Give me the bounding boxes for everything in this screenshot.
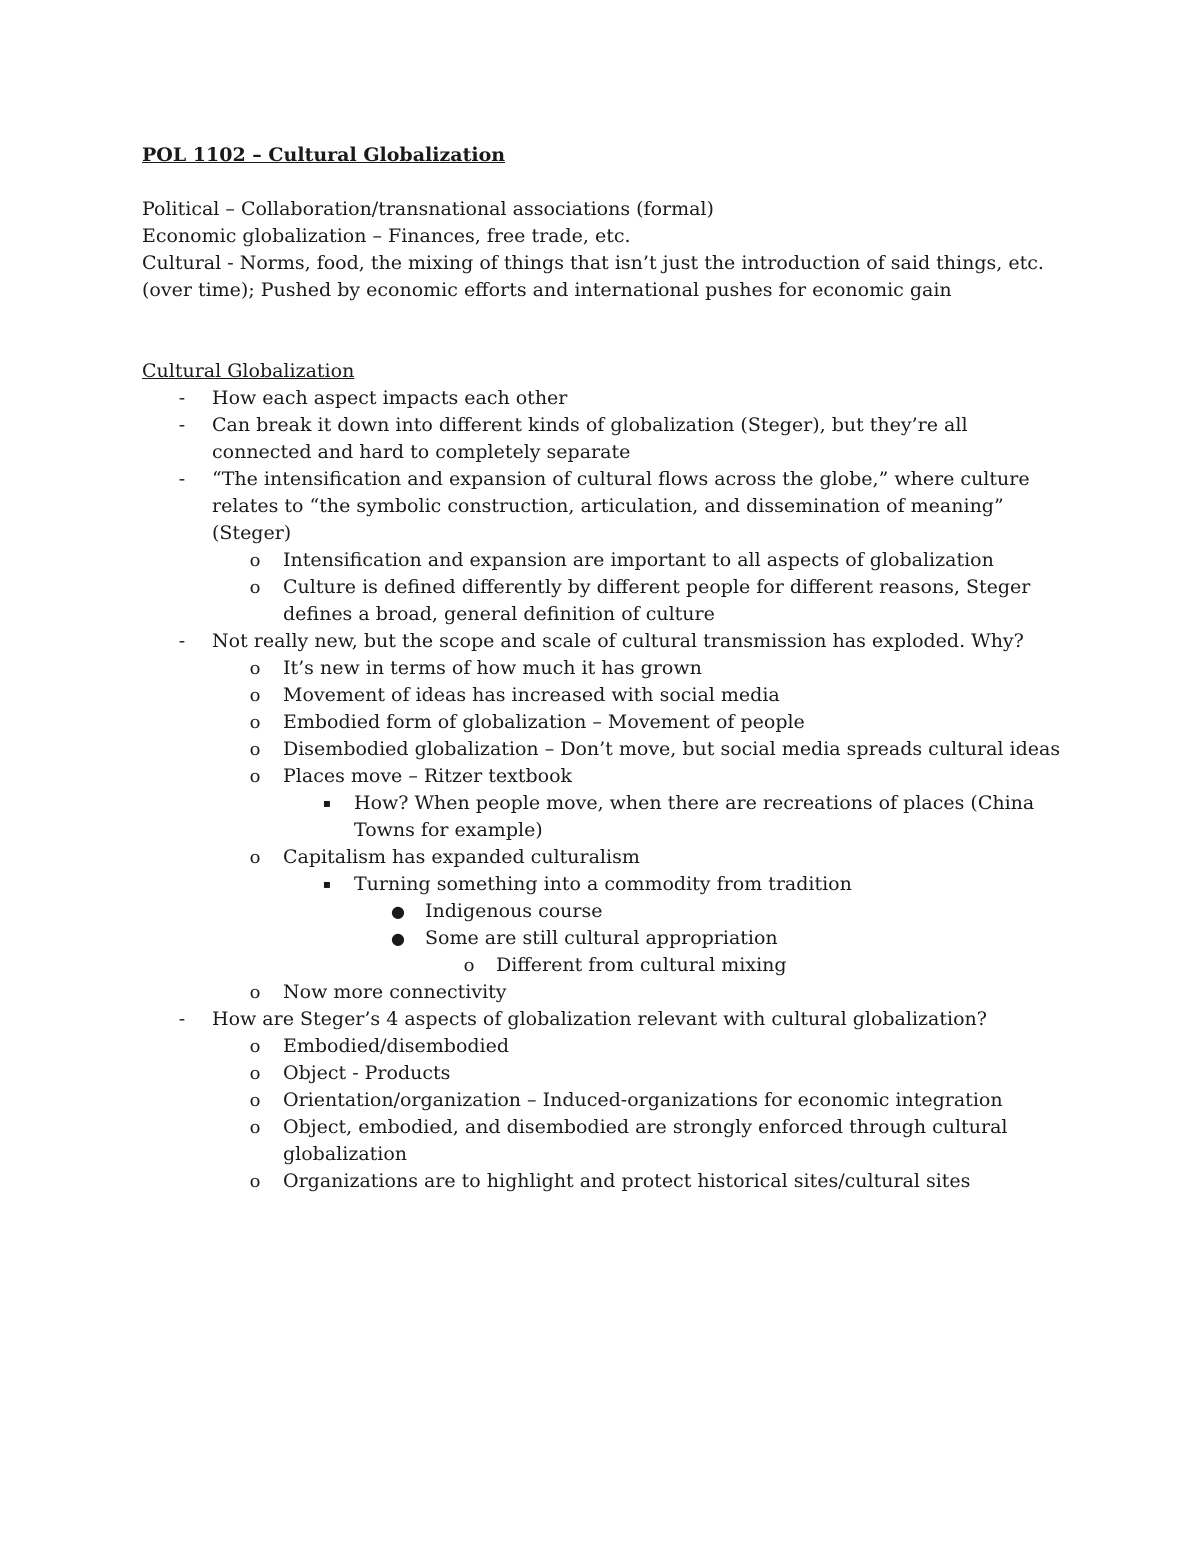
dash-bullet: - <box>178 1008 186 1030</box>
sub-list <box>283 790 1062 844</box>
list-item-text: How? When people move, when there are recreations of places (China Towns for example) <box>354 792 1035 841</box>
list-item <box>212 979 1062 1006</box>
list-item <box>142 412 1062 466</box>
sub-list <box>283 871 1062 979</box>
list-item-text: Intensification and expansion are important to all aspects of globalization <box>283 549 994 571</box>
list-item <box>212 655 1062 682</box>
circle-bullet: o <box>249 1090 261 1111</box>
sub-list <box>425 952 1062 979</box>
list-item <box>212 736 1062 763</box>
dot-bullet: ● <box>391 902 405 921</box>
list-item-text: How are Steger’s 4 aspects of globalization relevant with cultural globalization? <box>212 1008 987 1030</box>
dash-bullet: - <box>178 387 186 409</box>
square-bullet: ▪ <box>322 796 332 810</box>
section-heading: Cultural Globalization <box>142 360 355 382</box>
list-item-text: Now more connectivity <box>283 981 507 1003</box>
sub-list <box>212 1033 1062 1195</box>
list-item <box>354 925 1062 979</box>
sub-list <box>212 655 1062 1006</box>
list-item-text: Organizations are to highlight and protect historical sites/cultural sites <box>283 1170 971 1192</box>
list-item <box>354 898 1062 925</box>
sub-list <box>354 898 1062 979</box>
circle-bullet: o <box>249 550 261 571</box>
list-item <box>283 790 1062 844</box>
list-item-text: Object, embodied, and disembodied are strongly enforced through cultural globalization <box>283 1116 1008 1165</box>
list-item <box>212 547 1062 574</box>
intro-economic: Economic globalization – Finances, free trade, etc. <box>142 225 631 247</box>
list-item <box>142 385 1062 412</box>
intro-political: Political – Collaboration/transnational associations (formal) <box>142 198 714 220</box>
list-item <box>212 1060 1062 1087</box>
list-item-text: Capitalism has expanded culturalism <box>283 846 640 868</box>
list-item <box>142 466 1062 628</box>
list-item-text: Not really new, but the scope and scale of cultural transmission has exploded. Why? <box>212 630 1024 652</box>
list-item <box>212 709 1062 736</box>
list-item <box>212 1087 1062 1114</box>
square-bullet: ▪ <box>322 877 332 891</box>
circle-bullet: o <box>249 847 261 868</box>
circle-bullet: o <box>249 577 261 598</box>
circle-bullet: o <box>249 712 261 733</box>
list-item-text: Object - Products <box>283 1062 451 1084</box>
circle-bullet: o <box>249 766 261 787</box>
circle-bullet: o <box>249 685 261 706</box>
outline-list <box>142 385 1062 1195</box>
list-item-text: Disembodied globalization – Don’t move, but social media spreads cultural ideas <box>283 738 1061 760</box>
list-item <box>212 1168 1062 1195</box>
spacer <box>142 169 1062 196</box>
list-item <box>212 844 1062 979</box>
list-item-text: Places move – Ritzer textbook <box>283 765 573 787</box>
list-item <box>212 1033 1062 1060</box>
list-item-text: Some are still cultural appropriation <box>425 927 778 949</box>
circle-bullet: o <box>249 1117 261 1138</box>
list-item-text: Embodied/disembodied <box>283 1035 510 1057</box>
circle-bullet: o <box>249 1171 261 1192</box>
list-item-text: Different from cultural mixing <box>496 954 787 976</box>
circle-bullet: o <box>249 658 261 679</box>
list-item-text: Orientation/organization – Induced-organizations for economic integration <box>283 1089 1003 1111</box>
list-item <box>212 682 1062 709</box>
list-item-text: Indigenous course <box>425 900 603 922</box>
spacer <box>142 304 1062 358</box>
list-item-text: Embodied form of globalization – Movement of people <box>283 711 805 733</box>
list-item-text: “The intensification and expansion of cultural flows across the globe,” where culture relates to “the symbolic construction, articulation, and dissemination of meaning” (Steger) <box>212 468 1030 544</box>
document-title: POL 1102 – Cultural Globalization <box>142 144 506 166</box>
list-item <box>212 763 1062 844</box>
circle-bullet: o <box>249 739 261 760</box>
list-item <box>212 1114 1062 1168</box>
list-item-text: Culture is defined differently by different people for different reasons, Steger defines a broad, general definition of culture <box>283 576 1031 625</box>
list-item-text: How each aspect impacts each other <box>212 387 568 409</box>
circle-bullet: o <box>463 955 475 976</box>
sub-list <box>212 547 1062 628</box>
list-item-text: Turning something into a commodity from tradition <box>354 873 852 895</box>
list-item-text: Movement of ideas has increased with social media <box>283 684 780 706</box>
list-item-text: It’s new in terms of how much it has grown <box>283 657 702 679</box>
list-item-text: Can break it down into different kinds of globalization (Steger), but they’re all connected and hard to completely separate <box>212 414 968 463</box>
circle-bullet: o <box>249 1036 261 1057</box>
circle-bullet: o <box>249 1063 261 1084</box>
list-item <box>425 952 1062 979</box>
dash-bullet: - <box>178 468 186 490</box>
list-item <box>142 1006 1062 1195</box>
list-item <box>283 871 1062 979</box>
list-item <box>212 574 1062 628</box>
dot-bullet: ● <box>391 929 405 948</box>
intro-cultural: Cultural - Norms, food, the mixing of things that isn’t just the introduction of said things, etc. (over time); Pushed by economic efforts and international pushes for economic gain <box>142 252 1044 301</box>
document-page <box>142 142 1062 1195</box>
dash-bullet: - <box>178 414 186 436</box>
circle-bullet: o <box>249 982 261 1003</box>
list-item <box>142 628 1062 1006</box>
dash-bullet: - <box>178 630 186 652</box>
